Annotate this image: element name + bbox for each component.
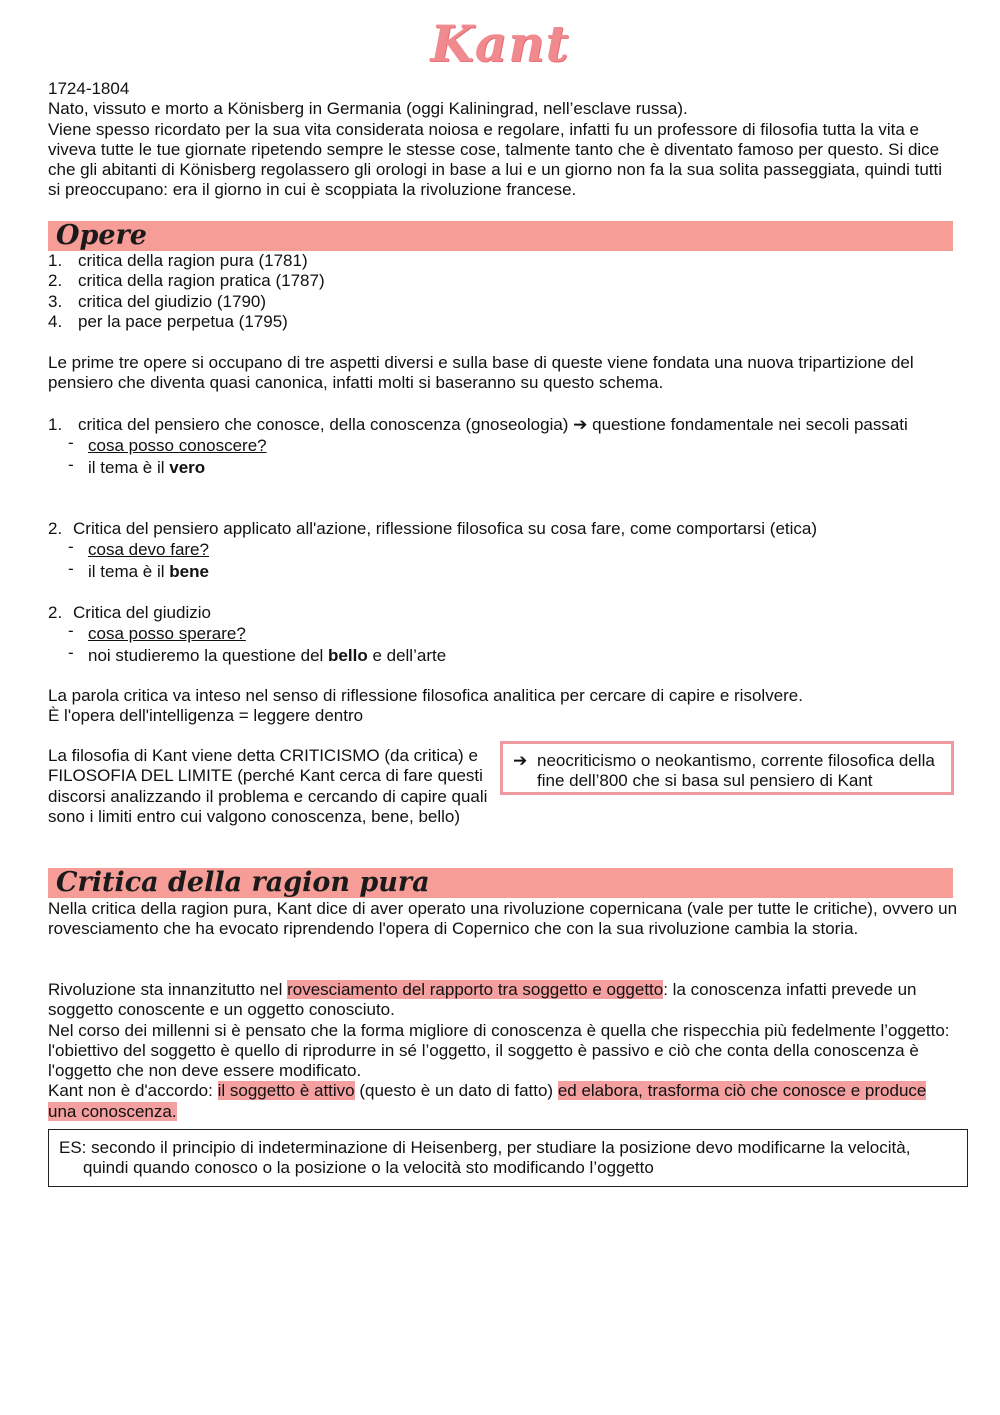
intro-paragraph: Viene spesso ricordato per la sua vita considerata noiosa e regolare, infatti fu un professore di filosofia tutta la vita e viveva tutte le tue giornate ripetendo sempre le stesse cose, talmente tanto che è diventato famoso per questo. Si dice che gli abitanti di Könisberg regolassero gli orologi in base a lui e un giorno non fa la sua solita passeggiata, quindi tutti si preoccupano: era il giorno in cui è scoppiata la rivoluzione francese. xyxy=(48,119,943,200)
intro-section xyxy=(48,79,958,201)
highlight: rovesciamento del rapporto tra soggetto e oggetto xyxy=(287,980,664,999)
critique-item-judgment: 2. Critica del giudizio - cosa posso sperare? - noi studieremo la questione del bello e dell’arte xyxy=(48,603,447,665)
critique-item-ethics: 2. Critica del pensiero applicato all'azione, riflessione filosofica su cosa fare, come comportarsi (etica) - cosa devo fare? - il tema è il bene xyxy=(48,519,818,581)
critique-item-knowledge: 1. critica del pensiero che conosce, della conoscenza (gnoseologia) ➔ questione fondamentale nei secoli passati - cosa posso conoscere? - il tema è il vero xyxy=(48,415,908,477)
birthplace-line: Nato, vissuto e morto a Könisberg in Germania (oggi Kaliningrad, nell’esclave russa). xyxy=(48,99,688,119)
highlight: ed elabora, trasforma ciò che conosce e produce una conoscenza. xyxy=(48,1081,927,1121)
question-text: cosa posso sperare? xyxy=(88,624,246,644)
note-box: ➔ neocriticismo o neokantismo, corrente filosofica della fine dell’800 che si basa sul pensiero di Kant xyxy=(500,741,954,795)
list-item: 4. per la pace perpetua (1795) xyxy=(48,311,288,331)
list-item: 3. critica del giudizio (1790) xyxy=(48,291,267,311)
page-title: Kant xyxy=(430,14,570,73)
question-text: cosa devo fare? xyxy=(88,540,209,560)
question-text: cosa posso conoscere? xyxy=(88,436,267,456)
arrow-right-icon: ➔ xyxy=(513,751,528,770)
list-item: 1. critica della ragion pura (1781) xyxy=(48,251,308,270)
criticismo-paragraph: La filosofia di Kant viene detta CRITICISMO (da critica) e FILOSOFIA DEL LIMITE (perché Kant cerca di fare questi discorsi analizzando il problema e cercando di capire quali sono i limiti entro cui valgono conoscenza, bene, bello) xyxy=(48,746,488,826)
life-dates: 1724-1804 xyxy=(48,79,130,98)
tripartition-paragraph: Le prime tre opere si occupano di tre aspetti diversi e sulla base di queste viene fondata una nuova tripartizione del pensiero che diventa quasi canonica, infatti molti si baseranno su questo schema. xyxy=(48,353,914,393)
subject-object-section: Rivoluzione sta innanzitutto nel rovesciamento del rapporto tra soggetto e oggetto: la conoscenza infatti prevede un soggetto conoscente e un oggetto conosciuto. Nel corso dei millenni si è pensato che la forma migliore di conoscenza è quella che rispecchia più fedelmente l’oggetto: l'obiettivo del soggetto è quello di riprodurre in sé l’oggetto, il soggetto è passivo e ciò che conta della conoscenza è l'oggetto che non deve essere modificato. Kant non è d'accordo: il soggetto è attivo (questo è un dato di fatto) ed elabora, trasforma ciò che conosce e produce una conoscenza. xyxy=(48,980,950,1121)
section-heading-critica xyxy=(48,868,953,898)
example-box: ES: secondo il principio di indeterminazione di Heisenberg, per studiare la posizione devo modificarne la velocità, quindi quando conosco o la posizione o la velocità sto modificando l’oggetto xyxy=(48,1129,968,1187)
list-item: 2. critica della ragion pratica (1787) xyxy=(48,271,325,291)
highlight: il soggetto è attivo xyxy=(217,1081,355,1101)
section-heading-text: Critica della ragion pura xyxy=(56,867,430,898)
critica-meaning: La parola critica va inteso nel senso di riflessione filosofica analitica per cercare di capire e risolvere. È l'opera dell'intelligenza = leggere dentro xyxy=(48,686,803,726)
works-list xyxy=(48,251,958,332)
section-heading-opere xyxy=(48,221,953,251)
section-heading-text: Opere xyxy=(56,220,147,251)
copernican-paragraph: Nella critica della ragion pura, Kant dice di aver operato una rivoluzione copernicana (vale per tutte le critiche), ovvero un rovesciamento che ha evocato riprendendo l'opera di Copernico che con la sua rivoluzione cambia la storia. xyxy=(48,899,958,939)
